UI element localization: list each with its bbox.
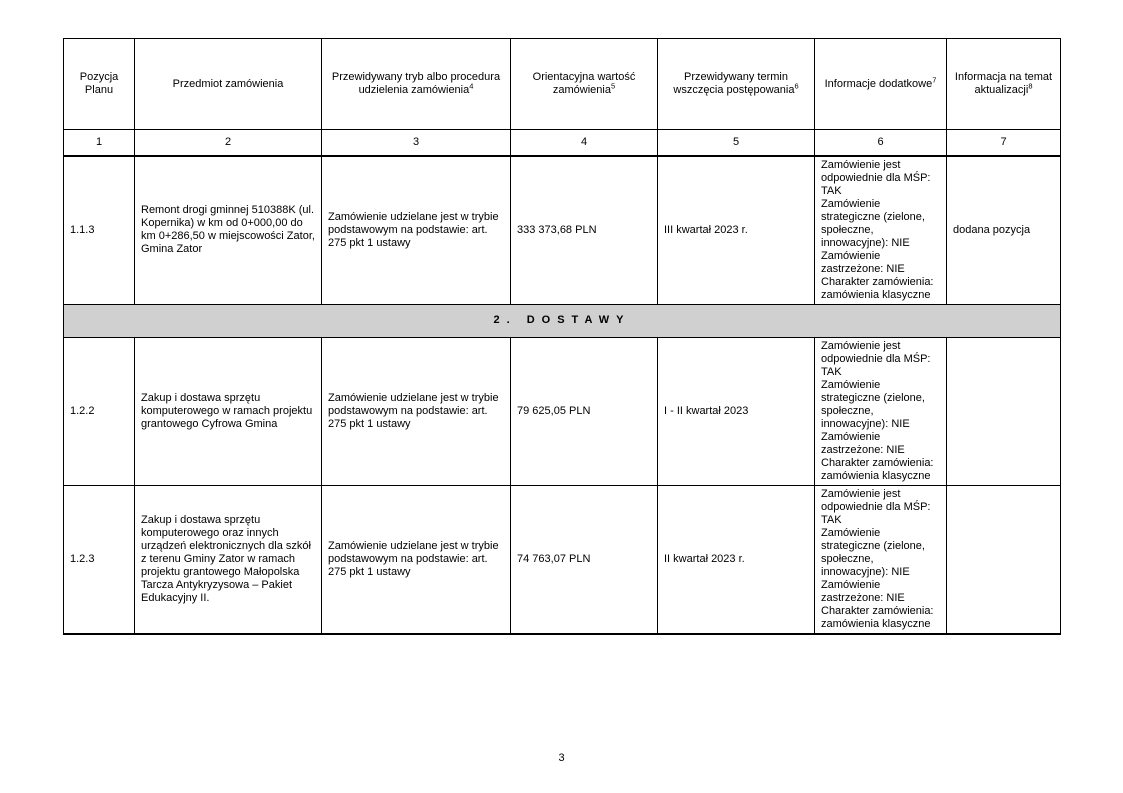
info-line: Zamówienie jest odpowiednie dla MŚP: TAK bbox=[821, 487, 931, 526]
cell-tryb-procedura: Zamówienie udzielane jest w trybie podstawowym na podstawie: art. 275 pkt 1 ustawy bbox=[322, 156, 511, 305]
column-header-przedmiot bbox=[135, 39, 322, 130]
cell-wartosc-zamowienia: 74 763,07 PLN bbox=[511, 485, 658, 634]
cell-informacje-dodatkowe bbox=[815, 485, 947, 634]
page-number: 3 bbox=[558, 752, 565, 764]
table-row-1-2-2 bbox=[64, 337, 1061, 485]
column-header-pozycja-planu bbox=[64, 39, 135, 130]
cell-pozycja-planu: 1.2.2 bbox=[64, 337, 135, 485]
table-row-1-1-3 bbox=[64, 156, 1061, 305]
section-header-dostawy bbox=[64, 304, 1061, 337]
cell-termin-wszczecia: II kwartał 2023 r. bbox=[658, 485, 815, 634]
section-header-label: 2. DOSTAWY bbox=[64, 304, 1061, 337]
column-header-wartosc bbox=[511, 39, 658, 130]
column-number: 6 bbox=[815, 130, 947, 156]
column-header-footnote: 5 bbox=[610, 81, 616, 91]
column-header-footnote: 4 bbox=[469, 81, 474, 91]
cell-informacje-dodatkowe bbox=[815, 156, 947, 305]
column-header-label: Informacje dodatkowe bbox=[824, 77, 933, 90]
info-line: Zamówienie jest odpowiednie dla MŚP: TAK bbox=[821, 158, 931, 197]
info-line: Zamówienie strategiczne (zielone, społeczne, innowacyjne): NIE bbox=[821, 378, 925, 430]
cell-informacja-aktualizacja: dodana pozycja bbox=[947, 156, 1061, 305]
cell-przedmiot-zamowienia: Zakup i dostawa sprzętu komputerowego w ramach projektu grantowego Cyfrowa Gmina bbox=[135, 337, 322, 485]
cell-pozycja-planu: 1.1.3 bbox=[64, 156, 135, 305]
column-number: 7 bbox=[947, 130, 1061, 156]
info-line: Charakter zamówienia: zamówienia klasyczne bbox=[821, 275, 934, 301]
column-number: 2 bbox=[135, 130, 322, 156]
column-number: 1 bbox=[64, 130, 135, 156]
info-line: Zamówienie jest odpowiednie dla MŚP: TAK bbox=[821, 339, 931, 378]
column-number-row bbox=[64, 130, 1061, 156]
info-line: Charakter zamówienia: zamówienia klasyczne bbox=[821, 456, 934, 482]
column-header-label: Informacja na temat aktualizacji bbox=[954, 71, 1053, 96]
column-number: 3 bbox=[322, 130, 511, 156]
cell-tryb-procedura: Zamówienie udzielane jest w trybie podstawowym na podstawie: art. 275 pkt 1 ustawy bbox=[322, 485, 511, 634]
column-header-footnote: 6 bbox=[794, 81, 799, 91]
column-header-label: Przewidywany tryb albo procedura udzielenia zamówienia bbox=[331, 71, 501, 96]
cell-pozycja-planu: 1.2.3 bbox=[64, 485, 135, 634]
column-header-termin bbox=[658, 39, 815, 130]
column-header-label: Pozycja Planu bbox=[79, 71, 119, 96]
info-line: Charakter zamówienia: zamówienia klasyczne bbox=[821, 604, 934, 630]
cell-wartosc-zamowienia: 333 373,68 PLN bbox=[511, 156, 658, 305]
cell-termin-wszczecia: I - II kwartał 2023 bbox=[658, 337, 815, 485]
cell-wartosc-zamowienia: 79 625,05 PLN bbox=[511, 337, 658, 485]
column-header-footnote: 8 bbox=[1028, 81, 1033, 91]
column-header-label: Orientacyjna wartość zamówienia bbox=[532, 71, 636, 96]
cell-informacja-aktualizacja bbox=[947, 485, 1061, 634]
column-header-label: Przewidywany termin wszczęcia postępowania bbox=[673, 71, 795, 96]
info-line: Zamówienie zastrzeżone: NIE bbox=[821, 430, 905, 456]
column-number: 4 bbox=[511, 130, 658, 156]
column-number: 5 bbox=[658, 130, 815, 156]
info-line: Zamówienie zastrzeżone: NIE bbox=[821, 578, 905, 604]
column-header-aktualizacja bbox=[947, 39, 1061, 130]
cell-przedmiot-zamowienia: Zakup i dostawa sprzętu komputerowego oraz innych urządzeń elektronicznych dla szkół z terenu Gminy Zator w ramach projektu grantowego Małopolska Tarcza Antykryzysowa – Pakiet Edukacyjny II. bbox=[135, 485, 322, 634]
table-header-row bbox=[64, 39, 1061, 130]
column-header-informacje-dodatkowe bbox=[815, 39, 947, 130]
column-header-label: Przedmiot zamówienia bbox=[172, 77, 284, 90]
info-line: Zamówienie strategiczne (zielone, społeczne, innowacyjne): NIE bbox=[821, 526, 925, 578]
cell-termin-wszczecia: III kwartał 2023 r. bbox=[658, 156, 815, 305]
cell-przedmiot-zamowienia: Remont drogi gminnej 510388K (ul. Kopernika) w km od 0+000,00 do km 0+286,50 w miejscowości Zator, Gmina Zator bbox=[135, 156, 322, 305]
cell-informacje-dodatkowe bbox=[815, 337, 947, 485]
cell-tryb-procedura: Zamówienie udzielane jest w trybie podstawowym na podstawie: art. 275 pkt 1 ustawy bbox=[322, 337, 511, 485]
info-line: Zamówienie strategiczne (zielone, społeczne, innowacyjne): NIE bbox=[821, 197, 925, 249]
column-header-footnote: 7 bbox=[932, 74, 937, 84]
info-line: Zamówienie zastrzeżone: NIE bbox=[821, 249, 905, 275]
cell-informacja-aktualizacja bbox=[947, 337, 1061, 485]
procurement-plan-table bbox=[63, 38, 1061, 635]
column-header-tryb bbox=[322, 39, 511, 130]
table-row-1-2-3 bbox=[64, 485, 1061, 634]
